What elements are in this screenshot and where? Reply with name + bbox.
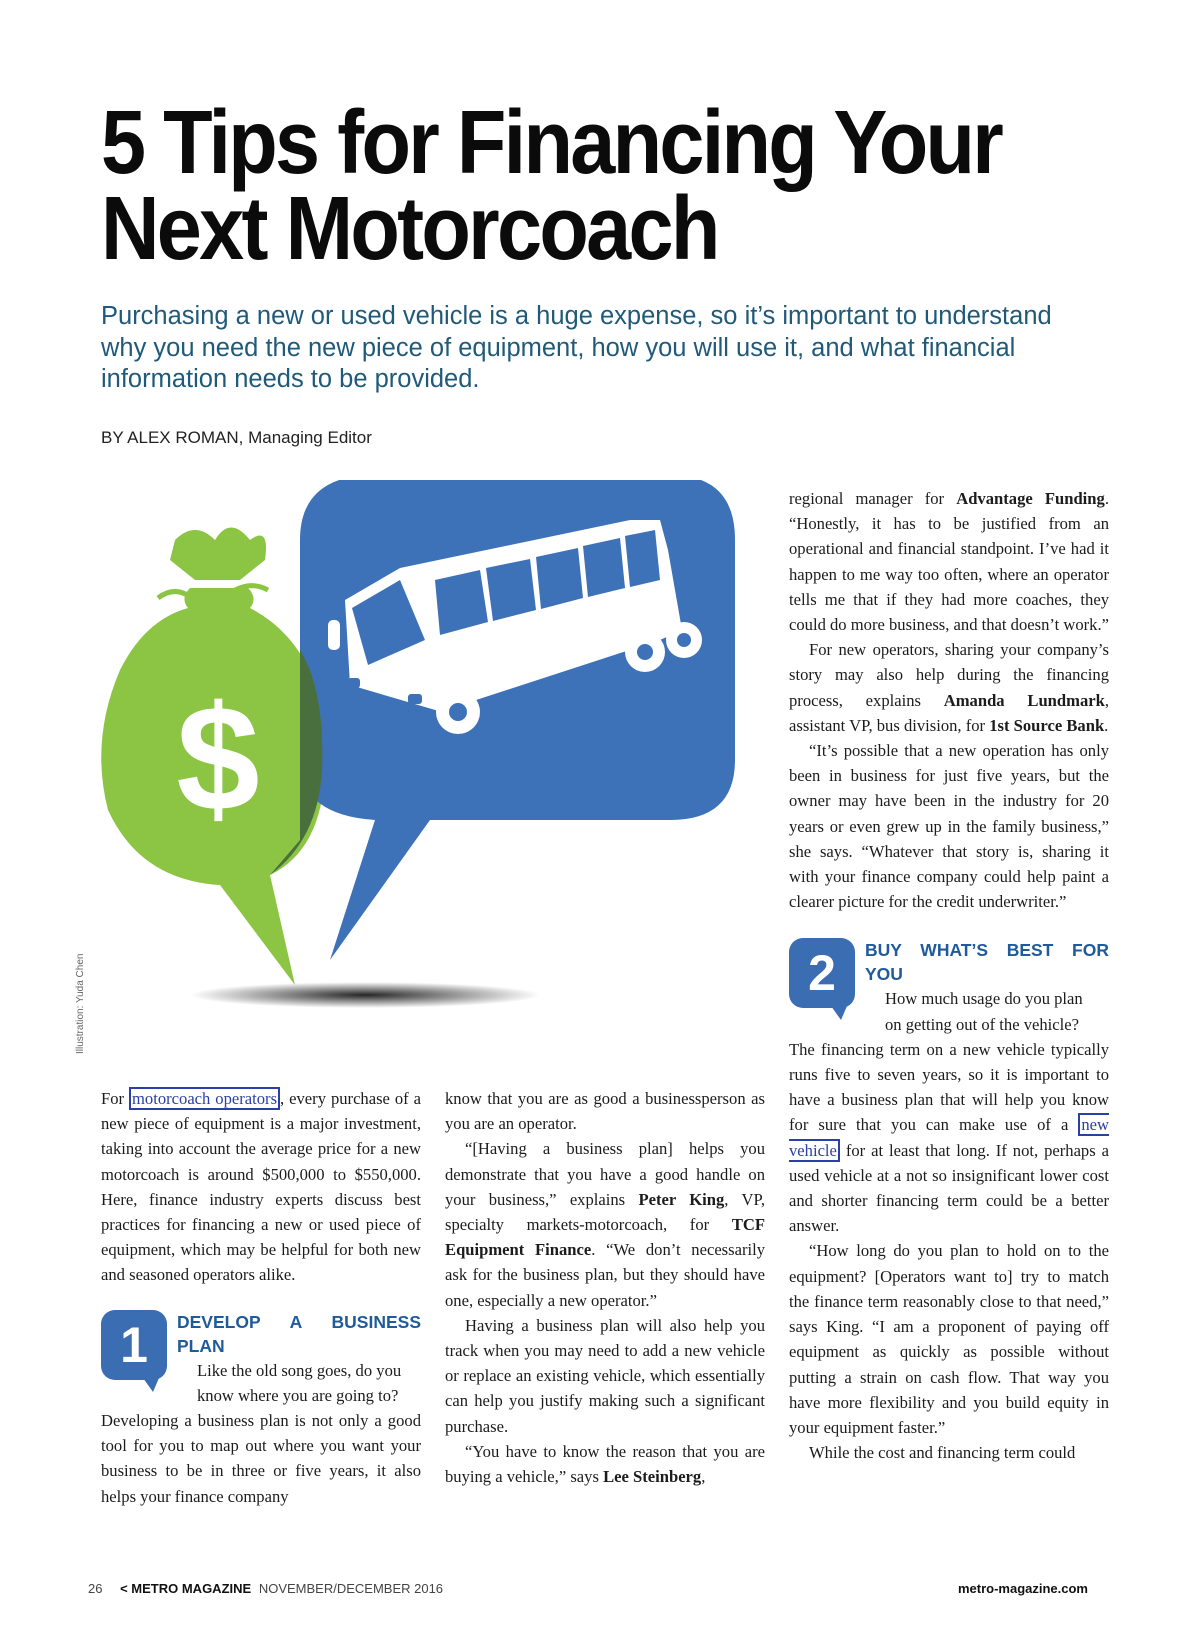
company-1st-source-bank: 1st Source Bank	[989, 715, 1105, 735]
headline-line-1: 5 Tips for Financing Your	[101, 93, 1002, 193]
col3-paragraph-2	[789, 637, 1109, 738]
col3-p2-post: .	[1104, 715, 1109, 735]
source-name-amanda-lundmark: Amanda Lundmark	[943, 690, 1105, 710]
money-bag-icon	[101, 528, 325, 986]
tip-2-paragraph-3: While the cost and financing term could	[809, 1443, 1076, 1463]
motorcoach-operators-link[interactable]: motorcoach operators	[129, 1087, 280, 1110]
company-tcf-equipment-finance: TCF Equipment Finance	[445, 1215, 765, 1260]
illustration-shadow	[190, 982, 540, 1008]
tip-1	[101, 1310, 421, 1509]
intro-paragraph	[101, 1086, 421, 1288]
col2-paragraph-4	[445, 1439, 765, 1489]
col3-p1-post: . “Honestly, it has to be justified from an operational and financial standpoint. I’ve had it happen to me way too often, where an operator tells me that if they had more coaches, they could do more business, and that doesn’t work.”	[789, 489, 1109, 635]
tip-1-line-2: know where you are going to?	[197, 1385, 399, 1405]
article-headline	[101, 93, 1002, 279]
byline-author: BY ALEX ROMAN,	[101, 428, 244, 447]
col3-p2-mid: , assistant VP, bus division, for	[789, 690, 1109, 735]
tip-1-heading: DEVELOP A BUSINESS PLAN	[177, 1311, 421, 1356]
intro-lead: For	[101, 1089, 130, 1108]
tip-2-number-icon: 2	[789, 938, 855, 1008]
col2-p2-mid: , VP, specialty markets-motorcoach, for	[445, 1189, 765, 1235]
col2-paragraph-2	[445, 1136, 765, 1312]
issue-date: NOVEMBER/DECEMBER 2016	[258, 1581, 444, 1596]
column-3	[789, 486, 1109, 1465]
col2-paragraph-3: Having a business plan will also help you track when you may need to add a new vehicle or replace an existing vehicle, which essentially can help you justify making such a significant purchase.	[445, 1315, 765, 1436]
illustration-credit: Illustration: Yuda Chen	[75, 953, 86, 1054]
intro-body: , every purchase of a new piece of equipment is a major investment, taking into account the average price for a new motorcoach is around $500,000 to $550,000. Here, finance industry experts discuss best practices for financing a new or used piece of equipment, which may be helpful for both new and seasoned operators alike.	[101, 1089, 422, 1285]
tip-2-body-pre: The financing term on a new vehicle typically runs five to seven years, so it is important to have a business plan that will help you know for sure that you can make use of a	[789, 1039, 1109, 1135]
money-bag-bus-illustration	[100, 480, 760, 1060]
col3-p1-pre: regional manager for	[789, 489, 957, 508]
source-name-peter-king: Peter King	[638, 1189, 725, 1209]
tip-2-line-1: How much usage do you plan	[885, 989, 1083, 1009]
column-2	[445, 1086, 765, 1489]
col3-p2-pre: For new operators, sharing your company’s story may also help during the financing process, explains	[789, 640, 1109, 710]
column-1	[101, 1086, 421, 1509]
tip-2-body-post: for at least that long. If not, perhaps a used vehicle at a not so insignificant lower cost and shorter financing term could be a better answer.	[789, 1140, 1109, 1236]
col2-p2-post: . “We don’t necessarily ask for the business plan, but they should have one, especially a new operator.”	[445, 1240, 766, 1310]
col2-p4-pre: “You have to know the reason that you are buying a vehicle,” says	[445, 1441, 765, 1487]
new-vehicle-link[interactable]: new vehicle	[789, 1115, 1109, 1160]
byline-role: Managing Editor	[248, 428, 372, 447]
col2-paragraph-1: know that you are as good a businessperson as you are an operator.	[445, 1089, 765, 1134]
tip-2-paragraph-2: “How long do you plan to hold on to the equipment? [Operators want to] try to match the finance term reasonably close to that need,” says King. “I am a proponent of paying off equipment as quickly as possible without putting a strain on cash flow. That way you have more flexibility and you build equity in your equipment faster.”	[789, 1241, 1109, 1437]
tip-2	[789, 938, 1109, 1238]
tip-1-line-1: Like the old song goes, do you	[197, 1360, 402, 1380]
headline-line-2: Next Motorcoach	[101, 179, 718, 279]
tip-2-body	[789, 986, 1109, 1238]
tip-1-body-rest: Developing a business plan is not only a good tool for you to map out where you want your business to be in three or five years, it also helps your finance company	[101, 1411, 421, 1506]
tip-1-number-icon: 1	[101, 1310, 167, 1380]
company-advantage-funding: Advantage Funding	[956, 489, 1105, 508]
footer-website: metro-magazine.com	[957, 1581, 1088, 1596]
tip-2-line-2: on getting out of the vehicle?	[885, 1014, 1079, 1034]
magazine-logo: < METRO MAGAZINE	[120, 1581, 252, 1596]
col3-paragraph-1	[789, 486, 1109, 637]
article-deck: Purchasing a new or used vehicle is a huge expense, so it’s important to understand why you need the new piece of equipment, how you will use it, and what financial information needs to be provided.	[101, 302, 1052, 393]
col3-paragraph-3: “It’s possible that a new operation has only been in business for just five years, but the owner may have been in the industry for 20 years or even grew up in the family business,” she says. “Whatever that story is, sharing it with your finance company could help paint a clearer picture for the credit underwriter.”	[789, 741, 1109, 912]
dollar-sign: $	[176, 674, 260, 842]
col2-p2-pre: “[Having a business plan] helps you demonstrate that you have a good handle on your business,” explains	[445, 1139, 765, 1209]
byline	[101, 428, 372, 448]
source-name-lee-steinberg: Lee Steinberg	[603, 1467, 702, 1487]
page-number: 26	[88, 1581, 103, 1596]
tip-2-heading: BUY WHAT’S BEST FOR YOU	[865, 940, 1109, 985]
page-footer	[88, 1581, 443, 1596]
col2-p4-post: ,	[701, 1467, 706, 1487]
